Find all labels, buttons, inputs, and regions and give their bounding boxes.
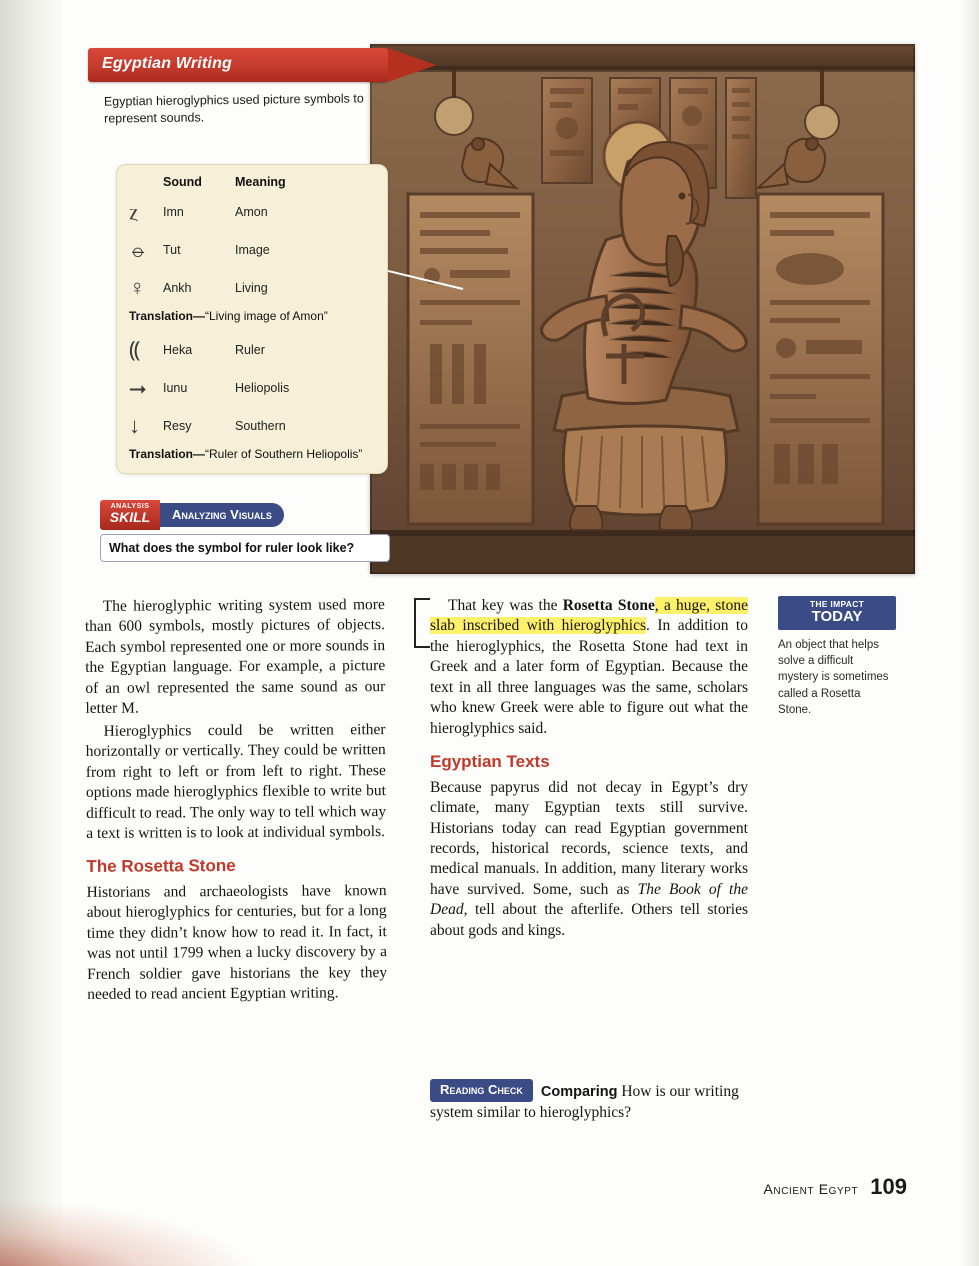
paragraph: Hieroglyphics could be written either horizontally or vertically. They could be written from right to left or from left to right. These options made hieroglyphics flexible to write but difficult to read. The only way to tell which way a text is written is to look at individual symbols. — [85, 720, 387, 842]
reading-check-badge: Reading Check — [430, 1079, 533, 1102]
analysis-skill-tag — [100, 500, 160, 530]
page-number: 109 — [870, 1174, 907, 1199]
hieroglyph-symbol-icon: ⸨ — [129, 337, 141, 362]
cell-sound: Resy — [163, 419, 192, 433]
feature-subtitle: Egyptian hieroglyphics used picture symbols to represent sounds. — [103, 91, 364, 126]
table-row — [129, 331, 375, 369]
analysis-question: What does the symbol for ruler look like? — [100, 534, 390, 562]
feature-banner — [88, 48, 388, 82]
translation-value: “Living image of Amon” — [205, 309, 328, 323]
key-term-rosetta-stone: Rosetta Stone — [562, 597, 655, 614]
scan-bottom-curve — [0, 1186, 300, 1266]
table-row — [129, 231, 375, 269]
egyptian-relief-photo — [370, 44, 915, 574]
table-header-row — [129, 175, 375, 189]
translation-line-2 — [129, 447, 375, 461]
text-a: Because papyrus did not decay in Egypt’s dry climate, many Egyptian texts still survive. Historians today can read Egyptian government records, historical records, science texts, and medical manuals. In addition, many literary works have survived. Some, such as — [430, 778, 748, 898]
hieroglyph-symbol-icon: ↓ — [129, 413, 140, 438]
scan-right-edge — [961, 0, 979, 1266]
scan-left-edge — [0, 0, 62, 1266]
book-title: The Book of the Dead — [430, 880, 748, 919]
text-post: . In addition to the hieroglyphics, the Rosetta Stone had text in Greek and a later form of Egyptian. Because the text in all three languages was the same, scholars who knew Greek were able to figure out what the hieroglyphics said. — [430, 617, 748, 737]
impact-badge-line2: TODAY — [811, 608, 863, 625]
hieroglyph-symbol-icon: ⦵ — [129, 237, 148, 262]
table-row — [129, 269, 375, 307]
translation-line-1 — [129, 309, 375, 323]
body-column-middle — [430, 596, 748, 943]
hieroglyph-table — [116, 164, 388, 474]
table-row — [129, 193, 375, 231]
paragraph: Historians and archaeologists have known about hieroglyphics for centuries, but for a long time they didn’t know how to read it. In fact, it was not until 1799 when a lucky discovery by a French soldier gave historians the key they needed to read ancient Egyptian writing. — [86, 881, 388, 1004]
pull-bracket — [414, 598, 430, 648]
translation-label: Translation— — [129, 447, 206, 461]
cell-sound: Heka — [163, 343, 193, 357]
cell-meaning: Southern — [235, 419, 286, 433]
text-pre: That key was the — [448, 597, 563, 614]
translation-value: “Ruler of Southern Heliopolis” — [205, 447, 363, 461]
cell-meaning: Image — [235, 243, 270, 257]
cell-sound: Tut — [163, 243, 181, 257]
hieroglyph-symbol-icon: ⭢ — [129, 375, 147, 400]
reading-check-question: How is our writing system similar to hieroglyphics? — [430, 1083, 739, 1121]
subheading-rosetta-stone: The Rosetta Stone — [86, 856, 236, 877]
column-header-meaning: Meaning — [235, 175, 286, 189]
table-row — [129, 407, 375, 445]
cell-meaning: Ruler — [235, 343, 265, 357]
cell-sound: Ankh — [163, 281, 192, 295]
paragraph-rosetta-definition — [430, 596, 748, 739]
cell-meaning: Heliopolis — [235, 381, 290, 395]
body-column-left — [85, 595, 388, 1007]
cell-meaning: Amon — [235, 205, 268, 219]
analysis-tag-top: ANALYSIS — [110, 503, 150, 510]
paragraph: The hieroglyphic writing system used more than 600 symbols, mostly pictures of objects. Each symbol represented one or more sounds in the Egyptian language. For example, a picture of an owl represented the same sound as our letter M. — [84, 596, 386, 718]
footer-chapter-title: Ancient Egypt — [763, 1181, 859, 1197]
column-header-sound: Sound — [163, 175, 202, 189]
reading-check — [430, 1079, 760, 1124]
table-row — [129, 369, 375, 407]
impact-today-sidebar — [778, 596, 896, 718]
subheading-egyptian-texts: Egyptian Texts — [430, 752, 550, 772]
translation-label: Translation— — [129, 309, 206, 323]
analysis-tag-main: SKILL — [109, 509, 151, 525]
reading-check-label: Comparing — [540, 1084, 618, 1100]
hieroglyph-symbol-icon: ♀ — [129, 275, 146, 300]
cell-sound: Imn — [163, 205, 184, 219]
impact-badge-line1: THE IMPACT — [809, 599, 865, 609]
highlighted-definition: , a huge, stone slab inscribed with hieroglyphics — [430, 597, 748, 635]
text-b: , tell about the afterlife. Others tell stories about gods and kings. — [430, 901, 748, 939]
feature-title: Egyptian Writing — [102, 55, 233, 72]
impact-today-text: An object that helps solve a difficult mystery is sometimes called a Rosetta Stone. — [778, 638, 889, 717]
analyzing-visuals-label: Analyzing Visuals — [160, 503, 284, 527]
impact-today-badge — [778, 596, 896, 630]
page-footer — [763, 1174, 907, 1200]
paragraph-egyptian-texts — [430, 778, 748, 942]
cell-sound: Iunu — [163, 381, 188, 395]
cell-meaning: Living — [235, 281, 268, 295]
egyptian-writing-feature — [88, 48, 388, 568]
analysis-skill-bar — [100, 500, 390, 530]
hieroglyph-symbol-icon: ⲍ — [129, 199, 138, 224]
